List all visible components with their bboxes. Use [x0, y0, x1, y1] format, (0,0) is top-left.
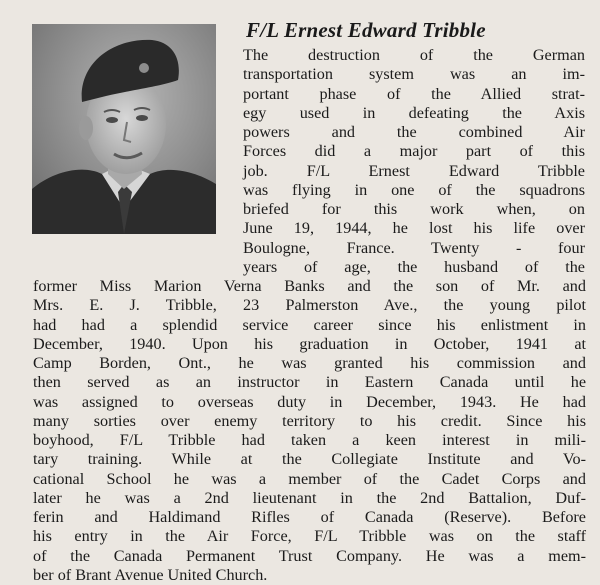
body-line: December, 1940. Upon his graduation in October, 1941 at	[33, 334, 586, 353]
body-line: portant phase of the Allied strat-	[243, 84, 585, 103]
body-line: transportation system was an im-	[243, 65, 585, 84]
body-line: had had a splendid service career since his enlistment in	[33, 315, 586, 334]
body-line: years of age, the husband of the	[243, 257, 585, 276]
body-line: Forces did a major part of this	[243, 142, 585, 161]
body-line: egy used in defeating the Axis	[243, 103, 585, 122]
body-line: briefed for this work when, on	[243, 200, 585, 219]
body-line: was assigned to overseas duty in December, 1943. He had	[33, 392, 586, 411]
body-line: powers and the combined Air	[243, 123, 585, 142]
body-line: Mrs. E. J. Tribble, 23 Palmerston Ave., the young pilot	[33, 296, 586, 315]
body-line-last: ber of Brant Avenue United Church.	[33, 566, 268, 584]
body-line: Boulogne, France. Twenty - four	[243, 238, 585, 257]
body-line: ferin and Haldimand Rifles of Canada (Reserve). Before	[33, 508, 586, 527]
body-line: was flying in one of the squadrons	[243, 180, 585, 199]
article-title: F/L Ernest Edward Tribble	[246, 18, 486, 42]
body-line: The destruction of the German	[243, 46, 585, 64]
body-line: then served as an instructor in Eastern Canada until he	[33, 373, 586, 392]
body-line: job. F/L Ernest Edward Tribble	[243, 161, 585, 180]
body-line: his entry in the Air Force, F/L Tribble was on the staff	[33, 527, 586, 546]
body-line: boyhood, F/L Tribble had taken a keen interest in mili-	[33, 431, 586, 450]
body-line: many sorties over enemy territory to his credit. Since his	[33, 411, 586, 430]
body-line: former Miss Marion Verna Banks and the son of Mr. and	[33, 277, 586, 296]
body-line: tary training. While at the Collegiate Institute and Vo-	[33, 450, 586, 469]
body-line: cational School he was a member of the Cadet Corps and	[33, 469, 586, 488]
portrait-photo	[32, 24, 216, 234]
body-line: later he was a 2nd lieutenant in the 2nd Battalion, Duf-	[33, 488, 586, 507]
body-line: of the Canada Permanent Trust Company. He was a mem-	[33, 546, 586, 565]
body-line: Camp Borden, Ont., he was granted his commission and	[33, 354, 586, 373]
body-line: June 19, 1944, he lost his life over	[243, 219, 585, 238]
